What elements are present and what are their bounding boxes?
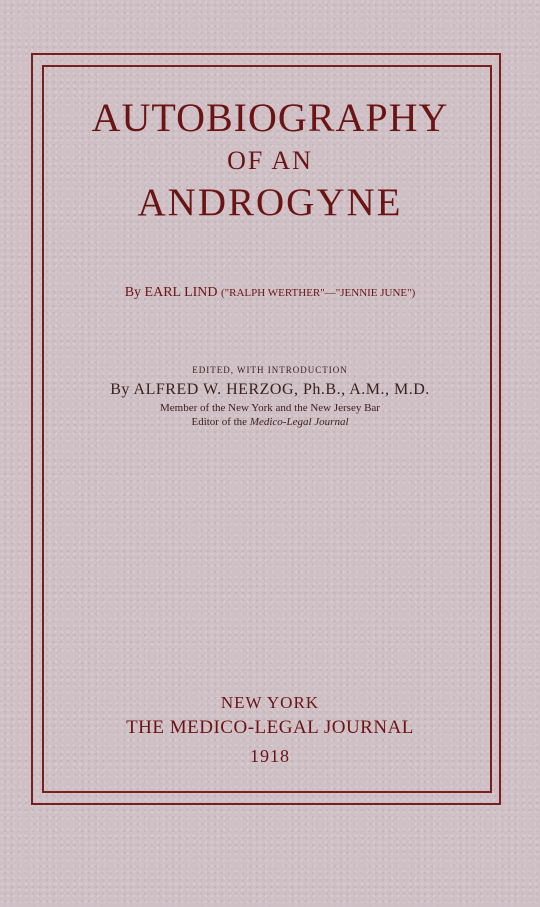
author-aliases: ("RALPH WERTHER"—"JENNIE JUNE") (221, 287, 416, 299)
imprint-publisher: THE MEDICO-LEGAL JOURNAL (126, 717, 414, 738)
editor-role-journal: Medico-Legal Journal (249, 416, 349, 428)
title-line-2: OF AN (227, 146, 313, 175)
title-line-3: ANDROGYNE (137, 181, 403, 224)
editor-membership: Member of the New York and the New Jersey Bar (160, 402, 380, 414)
imprint-year: 1918 (250, 746, 290, 766)
title-line-1: AUTOBIOGRAPHY (91, 95, 449, 140)
author-line (0, 284, 540, 302)
editor-name: ALFRED W. HERZOG, Ph.B., A.M., M.D. (133, 381, 430, 398)
editor-role (0, 415, 540, 429)
author-prefix: By (124, 285, 142, 300)
author-name: EARL LIND (144, 285, 218, 300)
imprint-city: NEW YORK (220, 693, 320, 712)
edited-label: EDITED, WITH INTRODUCTION (192, 365, 348, 375)
editor-role-prefix: Editor of the (191, 416, 248, 428)
editor-prefix: By (110, 381, 130, 398)
editor-line (0, 380, 540, 400)
